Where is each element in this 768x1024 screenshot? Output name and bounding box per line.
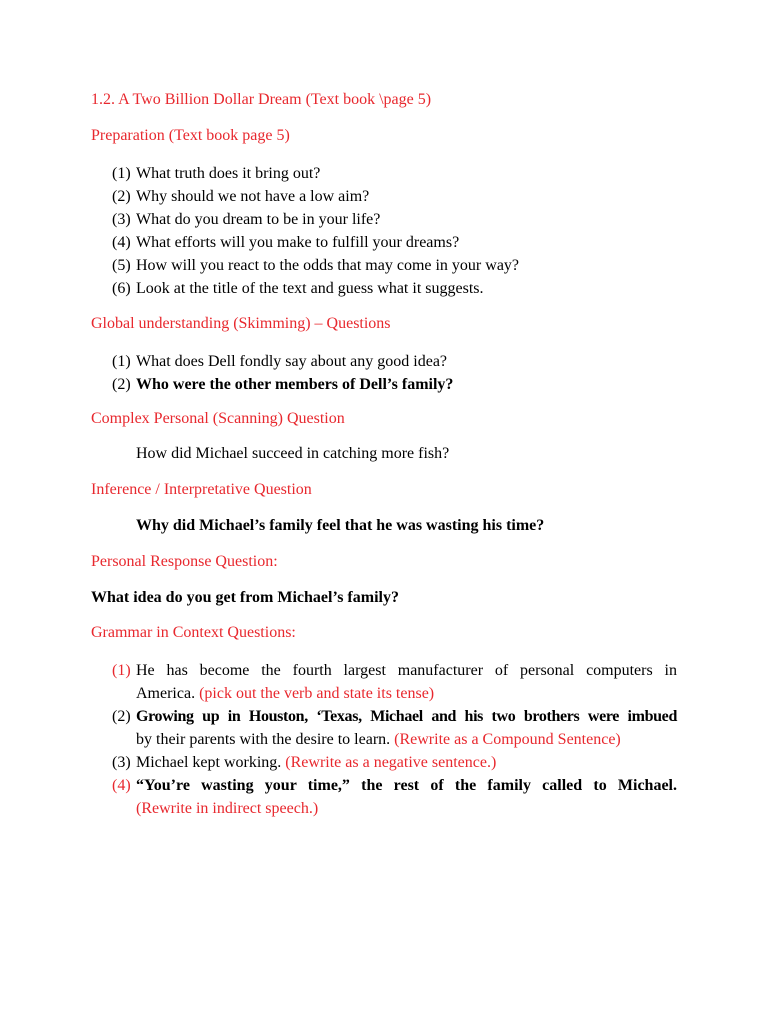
preparation-list: [112, 162, 677, 300]
inference-question: Why did Michael’s family feel that he was wasting his time?: [136, 517, 545, 534]
grammar-instruction: (Rewrite as a Compound Sentence): [394, 731, 621, 748]
complex-personal-question: How did Michael succeed in catching more fish?: [136, 445, 450, 462]
global-understanding-list: [112, 350, 677, 396]
personal-response-question: What idea do you get from Michael’s family?: [91, 589, 399, 606]
list-item: (2) Growing up in Houston, ‘Texas, Michael and his two brothers were imbued by their parents with the desire to learn. (Rewrite as a Compound Sentence): [112, 708, 677, 748]
list-item: (2) Who were the other members of Dell’s family?: [112, 376, 454, 393]
document-title: 1.2. A Two Billion Dollar Dream (Text book \page 5): [91, 91, 432, 108]
list-item: (6) Look at the title of the text and guess what it suggests.: [112, 280, 484, 297]
personal-response-heading: Personal Response Question:: [91, 553, 278, 570]
grammar-list: [112, 659, 677, 820]
grammar-instruction: (Rewrite as a negative sentence.): [285, 754, 497, 771]
list-item: (3) What do you dream to be in your life?: [112, 211, 381, 228]
global-understanding-heading: Global understanding (Skimming) – Questions: [91, 315, 391, 332]
list-item: (5) How will you react to the odds that may come in your way?: [112, 257, 520, 274]
complex-personal-heading: Complex Personal (Scanning) Question: [91, 410, 345, 427]
list-item: (1) What truth does it bring out?: [112, 165, 321, 182]
list-item: (3) Michael kept working. (Rewrite as a negative sentence.): [112, 754, 497, 771]
list-item: (1) What does Dell fondly say about any good idea?: [112, 353, 448, 370]
grammar-instruction: (Rewrite in indirect speech.): [136, 800, 319, 817]
list-item: (2) Why should we not have a low aim?: [112, 188, 370, 205]
inference-heading: Inference / Interpretative Question: [91, 481, 312, 498]
list-item: (1) He has become the fourth largest manufacturer of personal computers in America. (pick out the verb and state its tense): [112, 662, 677, 702]
grammar-heading: Grammar in Context Questions:: [91, 624, 296, 641]
list-item: (4) “You’re wasting your time,” the rest of the family called to Michael. (Rewrite in indirect speech.): [112, 774, 677, 820]
preparation-heading: Preparation (Text book page 5): [91, 127, 290, 144]
list-item: (4) What efforts will you make to fulfill your dreams?: [112, 234, 460, 251]
grammar-instruction: (pick out the verb and state its tense): [199, 685, 435, 702]
